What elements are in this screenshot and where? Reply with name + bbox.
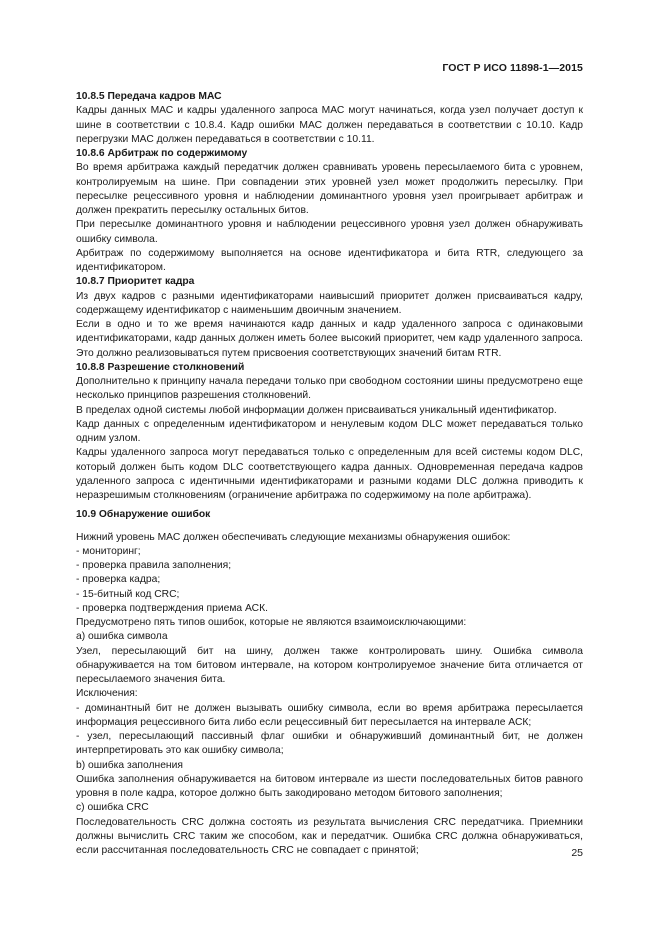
section-heading: 10.9 Обнаружение ошибок [76, 509, 211, 521]
body-paragraph: - мониторинг; [76, 545, 141, 557]
section-heading: 10.8.6 Арбитраж по содержимому [76, 148, 248, 159]
body-paragraph: Узел, пересылающий бит на шину, должен также контролировать шину. Ошибка символа обнаруживается на том битовом интервале, на котором контролируемое значение бита отличается от пересылаемого значения бита. [76, 645, 583, 685]
body-paragraph: Предусмотрено пять типов ошибок, которые не являются взаимоисключающими: [76, 617, 467, 628]
body-paragraph: - проверка кадра; [76, 574, 161, 586]
body-paragraph: - проверка подтверждения приема АСК. [76, 602, 268, 614]
section-heading: 10.8.7 Приоритет кадра [76, 276, 195, 288]
body-paragraph: Арбитраж по содержимому выполняется на основе идентификатора и бита RTR, следующего за идентификатором. [76, 247, 583, 273]
body-paragraph: Во время арбитража каждый передатчик должен сравнивать уровень пересылаемого бита с уровнем, контролируемым на шине. При совпадении этих уровней узел может продолжить пересылку. При пересылке рецессивного уровня и наблюдении доминантного уровня узел проигрывает арбитраж и должен прекратить пересылку остальных битов. [76, 162, 583, 216]
body-paragraph: Кадр данных с определенным идентификатором и ненулевым кодом DLC может передаваться только одним узлом. [76, 418, 583, 444]
section-heading: 10.8.5 Передача кадров МАС [76, 91, 222, 102]
body-paragraph: Кадры удаленного запроса могут передаваться только с определенным для всей системы кодом DLC, который должен быть кодом DLC соответствующего кадра данных. Одновременная передача кадров удаленного запроса с идентичными идентификаторами и разными кодами DLC должна приводить к неразрешимым столкновениям (ограничение арбитража по содержимому на поле арбитража). [76, 447, 583, 501]
page-header: ГОСТ Р ИСО 11898-1—2015 [442, 62, 583, 74]
body-paragraph: c) ошибка CRC [76, 802, 149, 814]
page-number: 25 [571, 847, 583, 859]
body-paragraph: При пересылке доминантного уровня и наблюдении рецессивного уровня узел должен обнаруживать ошибку символа. [76, 219, 583, 245]
body-paragraph: - 15-битный код CRC; [76, 588, 180, 600]
body-paragraph: b) ошибка заполнения [76, 759, 183, 771]
body-paragraph: Исключения: [76, 688, 138, 700]
body-paragraph: Если в одно и то же время начинаются кадр данных и кадр удаленного запроса с одинаковыми идентификаторами, кадр данных должен иметь более высокий приоритет, чем кадр удаленного запроса. Это должно реализовываться путем присвоения соответствующих значений битам RTR. [76, 319, 583, 359]
body-paragraph: - доминантный бит не должен вызывать ошибку символа, если во время арбитража пересылается информация рецессивного бита либо если рецессивный бит пересылается на интервале АСК; [76, 702, 583, 728]
body-paragraph: Ошибка заполнения обнаруживается на битовом интервале из шести последовательных битов равного уровня в поле кадра, которое должно быть закодировано методом битового заполнения; [76, 773, 583, 799]
body-paragraph: Из двух кадров с разными идентификаторами наивысший приоритет должен присваиваться кадру, содержащему идентификатор с наименьшим двоичным значением. [76, 290, 583, 316]
body-paragraph: - проверка правила заполнения; [76, 560, 232, 571]
document-body [76, 90, 583, 858]
section-heading: 10.8.8 Разрешение столкновений [76, 361, 245, 373]
body-paragraph: - узел, пересылающий пассивный флаг ошибки и обнаруживший доминантный бит, не должен интерпретировать это как ошибку символа; [76, 731, 583, 757]
body-paragraph: В пределах одной системы любой информации должен присваиваться уникальный идентификатор. [76, 404, 557, 416]
body-paragraph: Дополнительно к принципу начала передачи только при свободном состоянии шины предусмотрено еще несколько принципов разрешения столкновений. [76, 376, 583, 402]
body-paragraph: Нижний уровень МАС должен обеспечивать следующие механизмы обнаружения ошибок: [76, 531, 511, 543]
body-paragraph: Последовательность CRC должна состоять из результата вычисления CRC передатчика. Приемники должны вычислить CRC таким же способом, как и передатчик. Ошибка CRC должна обнаруживаться, если рассчитанная последовательность CRC не совпадает с принятой; [76, 816, 583, 856]
body-paragraph: Кадры данных МАС и кадры удаленного запроса МАС могут начинаться, когда узел получает доступ к шине в соответствии с 10.8.4. Кадр ошибки МАС должен передаваться в соответствии с 10.10. Кадр перегрузки МАС должен передаваться в соответствии с 10.11. [76, 105, 583, 145]
body-paragraph: а) ошибка символа [76, 631, 168, 643]
